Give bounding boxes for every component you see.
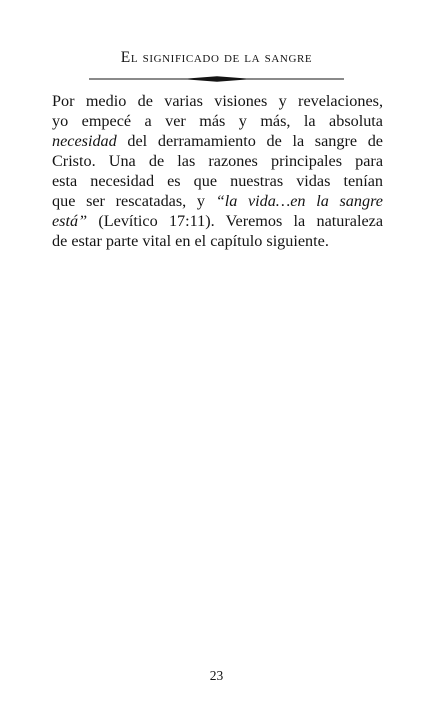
page-number: 23	[209, 668, 224, 683]
text-line-8: de estar parte vital en el capítulo siguiente.	[52, 232, 329, 250]
text-line-7-rest: (Levítico 17:11). Veremos la naturaleza	[87, 212, 383, 230]
running-header	[89, 49, 344, 67]
text-line-7	[52, 211, 383, 231]
quote-start: “la vida…en la sangre	[215, 192, 383, 210]
text-line-3-rest: del derramamiento de la sangre de	[116, 132, 383, 150]
text-line-1: Por medio de varias visiones y revelaciones,	[52, 92, 383, 110]
text-line-6-pre: que ser rescatadas, y	[52, 192, 216, 210]
text-line-5: esta necesidad es que nuestras vidas tenían	[52, 172, 383, 190]
text-line-4: Cristo. Una de las razones principales para	[52, 152, 383, 170]
quote-end: está”	[52, 212, 88, 230]
emphasis-necesidad: necesidad	[52, 132, 117, 150]
header-rule-ornament	[89, 73, 344, 85]
body-paragraph	[52, 91, 383, 251]
text-line-6	[52, 191, 383, 211]
running-header-title: El significado de la sangre	[120, 49, 313, 66]
text-line-2: yo empecé a ver más y más, la absoluta	[52, 112, 383, 130]
header-rule	[89, 73, 344, 85]
text-line-3	[52, 131, 383, 151]
